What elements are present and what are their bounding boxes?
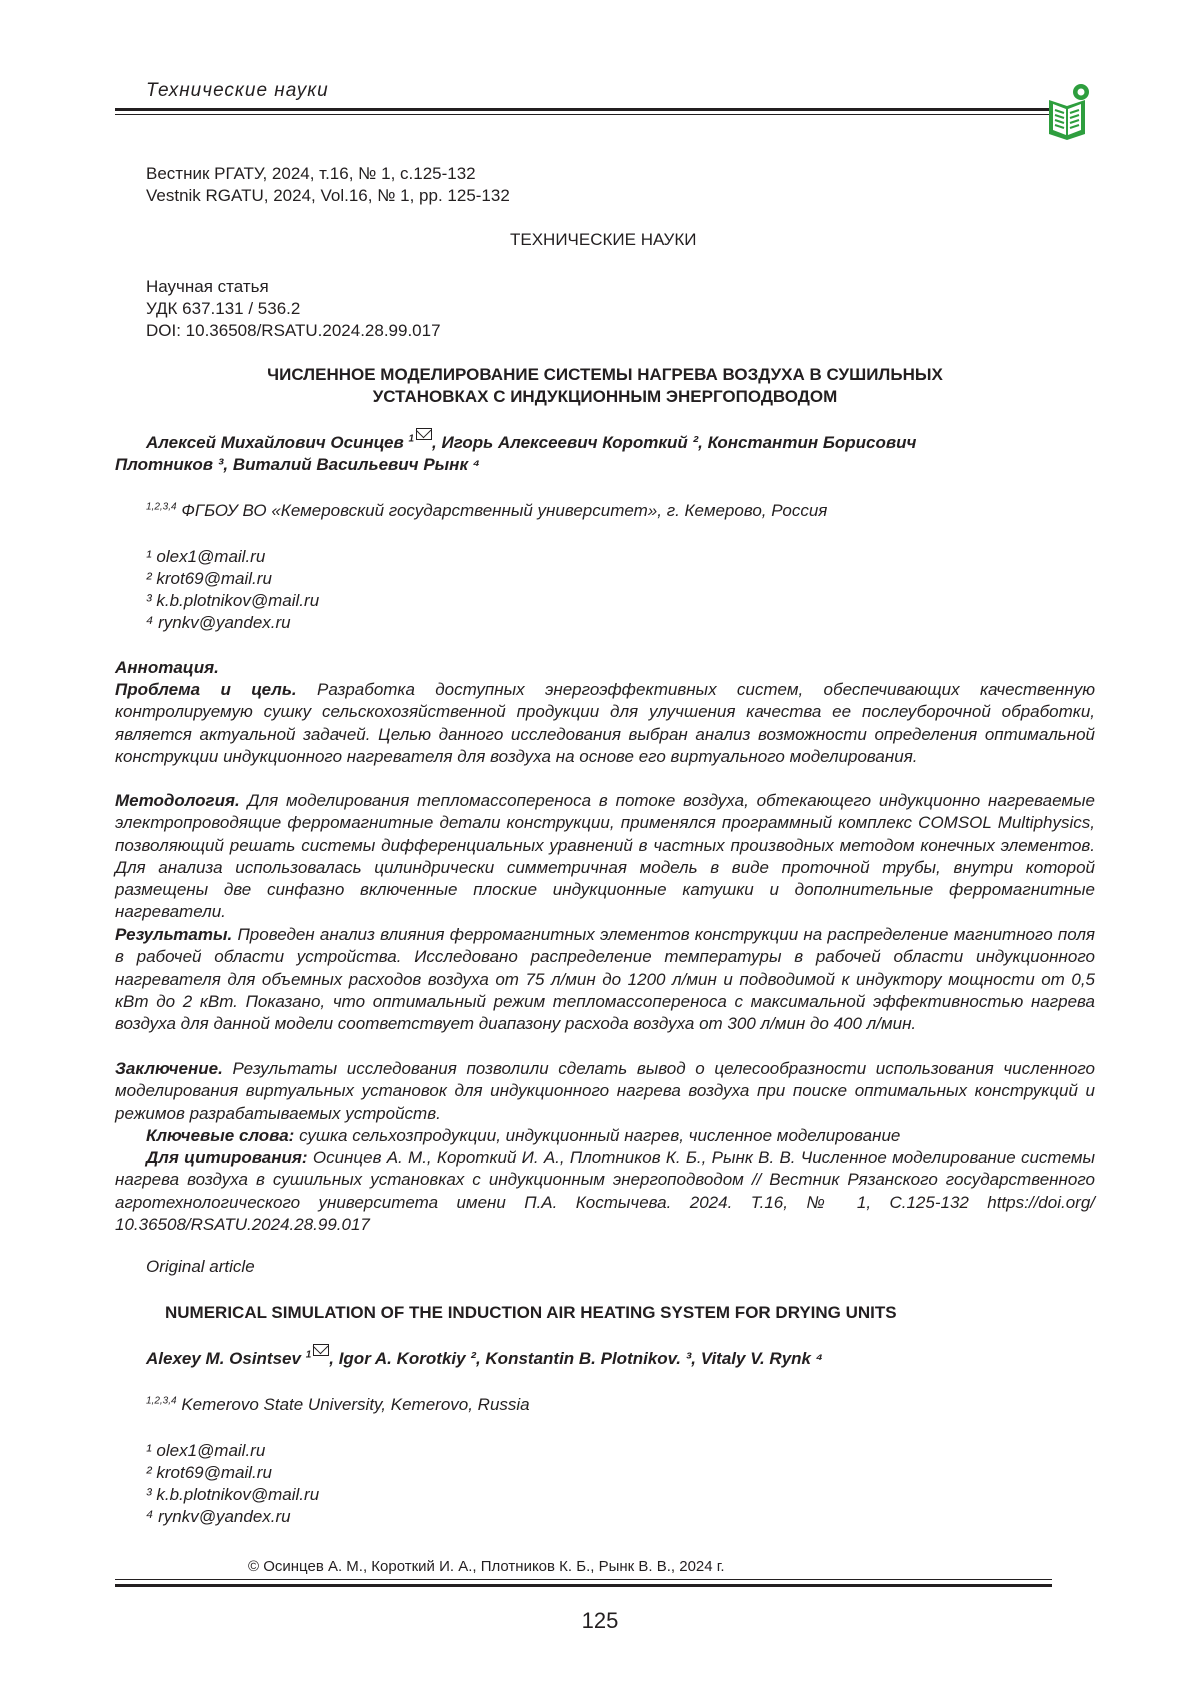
rubric: ТЕХНИЧЕСКИЕ НАУКИ xyxy=(510,230,697,249)
header-rule-thick xyxy=(115,108,1052,111)
footer-rule-thick xyxy=(115,1584,1052,1587)
udc: УДК 637.131 / 536.2 xyxy=(146,299,301,318)
email-en-2: ² krot69@mail.ru xyxy=(146,1463,272,1482)
envelope-icon xyxy=(313,1344,329,1356)
article-type-ru: Научная статья xyxy=(146,277,269,296)
keywords: Ключевые слова: сушка сельхозпродукции, индукционный нагрев, численное моделирование xyxy=(146,1126,901,1145)
title-ru-line-2: УСТАНОВКАХ С ИНДУКЦИОННЫМ ЭНЕРГОПОДВОДОМ xyxy=(372,387,838,406)
abstract-conclusion: Заключение. Результаты исследования позволили сделать вывод о целесообразности использования численного моделирования виртуальных установок для индукционного нагрева воздуха при поиске оптимальных конструкций и режимов разрабатываемых устройств. xyxy=(115,1059,1095,1123)
journal-logo-icon xyxy=(1045,82,1091,142)
affiliation-ru: $^{1,2,3,4}$ ФГБОУ ВО «Кемеровский государственный университет», г. Кемерово, Россия xyxy=(146,501,828,520)
email-en-1: ¹ olex1@mail.ru xyxy=(146,1441,266,1460)
header-rule-thin xyxy=(115,114,1052,115)
authors-ru-line-2: Плотников ³, Виталий Васильевич Рынк ⁴ xyxy=(115,455,481,474)
abstract-heading: Аннотация. xyxy=(115,658,219,677)
affiliation-en: $^{1,2,3,4}$ Kemerovo State University, Kemerovo, Russia xyxy=(146,1395,530,1414)
authors-ru-line-1: Алексей Михайлович Осинцев $^1$ , Игорь Алексеевич Короткий ², Константин Борисович xyxy=(146,432,916,454)
title-en: NUMERICAL SIMULATION OF THE INDUCTION AIR HEATING SYSTEM FOR DRYING UNITS xyxy=(165,1303,897,1322)
title-ru-line-1: ЧИСЛЕННОЕ МОДЕЛИРОВАНИЕ СИСТЕМЫ НАГРЕВА ВОЗДУХА В СУШИЛЬНЫХ xyxy=(267,365,943,384)
copyright: © Осинцев А. М., Короткий И. А., Плотников К. Б., Рынк В. В., 2024 г. xyxy=(248,1558,725,1575)
citation-en: Vestnik RGATU, 2024, Vol.16, № 1, pp. 125-132 xyxy=(146,186,510,205)
email-ru-2: ² krot69@mail.ru xyxy=(146,569,272,588)
abstract-methodology: Методология. Для моделирования тепломассопереноса в потоке воздуха, обтекающего индукционно нагреваемые электропроводящие ферромагнитные детали конструкции, применялся программный комплекс COMSOL Multiphysics, позволяющий решать системы дифференциальных уравнений в частных производных методом конечных элементов. Для анализа использовалась цилиндрически симметричная модель в виде проточной трубы, внутри которой размещены две синфазно включенные плоские индукционные катушки и дополнительные ферромагнитные нагреватели. xyxy=(115,791,1095,922)
envelope-icon xyxy=(416,428,432,440)
citation-ru: Вестник РГАТУ, 2024, т.16, № 1, с.125-132 xyxy=(146,164,476,183)
section-header-title: Технические науки xyxy=(146,80,329,101)
page-number: 125 xyxy=(581,1608,619,1633)
footer-rule-thin xyxy=(115,1579,1052,1580)
how-to-cite: Для цитирования: Осинцев А. М., Короткий И. А., Плотников К. Б., Рынк В. В. Численное моделирование системы нагрева воздуха в сушильных установках с индукционным энергоподводом // Вестник Рязанского государственного агротехнологического университета имени П.А. Костычева. 2024. Т.16, № 1, С.125-132 https://doi.org/ 10.36508/RSATU.2024.28.99.017 xyxy=(115,1148,1095,1234)
article-type-en: Original article xyxy=(146,1257,255,1276)
abstract-results: Результаты. Проведен анализ влияния ферромагнитных элементов конструкции на распределение магнитного поля в рабочей области устройства. Исследовано распределение температуры в рабочей области индукционного нагревателя для объемных расходов воздуха от 75 л/мин до 1200 л/мин и подводимой к индуктору мощности от 0,5 кВт до 2 кВт. Показано, что оптимальный режим тепломассопереноса с максимальной эффективностью нагрева воздуха для данной модели соответствует диапазону расхода воздуха от 300 л/мин до 400 л/мин. xyxy=(115,925,1095,1034)
abstract-problem: Проблема и цель. Разработка доступных энергоэффективных систем, обеспечивающих качественную контролируемую сушку сельскохозяйственной продукции для улучшения качества ее послеуборочной обработки, является актуальной задачей. Целью данного исследования выбран анализ возможности определения оптимальной конструкции индукционного нагревателя для воздуха на основе его виртуального моделирования. xyxy=(115,680,1095,766)
email-ru-4: ⁴ rynkv@yandex.ru xyxy=(146,613,291,632)
email-ru-3: ³ k.b.plotnikov@mail.ru xyxy=(146,591,320,610)
email-en-3: ³ k.b.plotnikov@mail.ru xyxy=(146,1485,320,1504)
email-en-4: ⁴ rynkv@yandex.ru xyxy=(146,1507,291,1526)
authors-en: Alexey M. Osintsev $^1$ , Igor A. Korotkiy ², Konstantin B. Plotnikov. ³, Vitaly V. Rynk ⁴ xyxy=(146,1348,823,1370)
doi: DOI: 10.36508/RSATU.2024.28.99.017 xyxy=(146,321,441,340)
email-ru-1: ¹ olex1@mail.ru xyxy=(146,547,266,566)
